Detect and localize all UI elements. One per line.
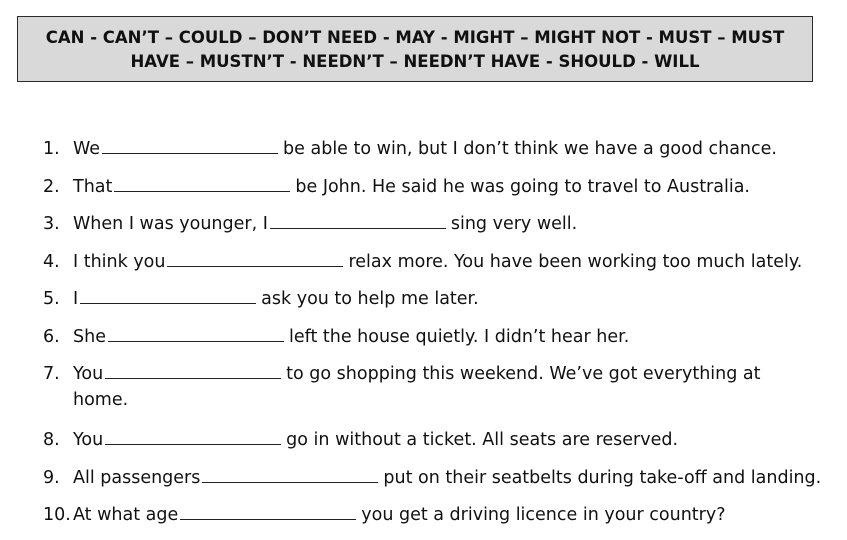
item-number: 10.	[43, 505, 71, 525]
item-text-after: ask you to help me later.	[261, 289, 479, 309]
exercise-item-2	[43, 174, 833, 212]
exercise-item-3	[43, 211, 833, 249]
item-text-before: When I was younger, I	[73, 214, 268, 234]
item-text-before: All passengers	[73, 467, 201, 488]
answer-blank[interactable]	[180, 502, 356, 520]
exercise-list	[43, 136, 833, 540]
answer-blank[interactable]	[108, 324, 284, 342]
item-number: 4.	[43, 251, 60, 272]
item-text-before: I think you	[73, 251, 166, 272]
item-text-before: At what age	[73, 505, 179, 525]
item-number: 9.	[43, 467, 60, 488]
word-bank-line-1: CAN - CAN’T – COULD – DON’T NEED - MAY - MIGHT – MIGHT NOT - MUST – MUST	[45, 28, 785, 47]
exercise-item-10	[43, 502, 833, 540]
item-text-before: You	[73, 364, 104, 384]
exercise-item-9	[43, 465, 833, 503]
item-number: 7.	[43, 364, 60, 384]
item-number: 6.	[43, 326, 60, 347]
item-text-continuation: home.	[73, 390, 129, 410]
exercise-item-8	[43, 427, 833, 465]
exercise-item-5	[43, 286, 833, 324]
item-text-before: That	[73, 176, 113, 197]
item-text-after: you get a driving licence in your country?	[361, 505, 726, 525]
item-text-after: be able to win, but I don’t think we have a good chance.	[283, 139, 777, 159]
answer-blank[interactable]	[202, 465, 378, 483]
item-number: 2.	[43, 176, 60, 197]
answer-blank[interactable]	[102, 136, 278, 154]
word-bank-box	[17, 16, 813, 82]
item-number: 3.	[43, 214, 60, 234]
exercise-item-1	[43, 136, 833, 174]
item-text-before: You	[73, 430, 104, 450]
answer-blank[interactable]	[105, 361, 281, 379]
answer-blank[interactable]	[114, 174, 290, 192]
item-text-before: We	[73, 139, 101, 159]
item-number: 8.	[43, 430, 60, 450]
item-text-after: left the house quietly. I didn’t hear her.	[288, 326, 630, 347]
item-text-after: to go shopping this weekend. We’ve got everything at	[286, 364, 761, 384]
item-text-after: relax more. You have been working too much lately.	[348, 251, 803, 272]
exercise-item-6	[43, 324, 833, 362]
answer-blank[interactable]	[105, 427, 281, 445]
item-text-before: I	[73, 289, 79, 309]
item-number: 1.	[43, 139, 60, 159]
item-text-before: She	[73, 326, 106, 347]
item-text-after: sing very well.	[450, 214, 578, 234]
item-text-after: be John. He said he was going to travel to Australia.	[295, 176, 750, 197]
item-text-after: go in without a ticket. All seats are reserved.	[286, 430, 679, 450]
exercise-item-7	[43, 361, 833, 427]
answer-blank[interactable]	[167, 249, 343, 267]
answer-blank[interactable]	[270, 211, 446, 229]
item-text-after: put on their seatbelts during take-off and landing.	[383, 467, 822, 488]
item-number: 5.	[43, 289, 60, 309]
exercise-item-4	[43, 249, 833, 287]
answer-blank[interactable]	[80, 286, 256, 304]
word-bank-line-2: HAVE – MUSTN’T - NEEDN’T – NEEDN’T HAVE - SHOULD - WILL	[130, 52, 700, 71]
